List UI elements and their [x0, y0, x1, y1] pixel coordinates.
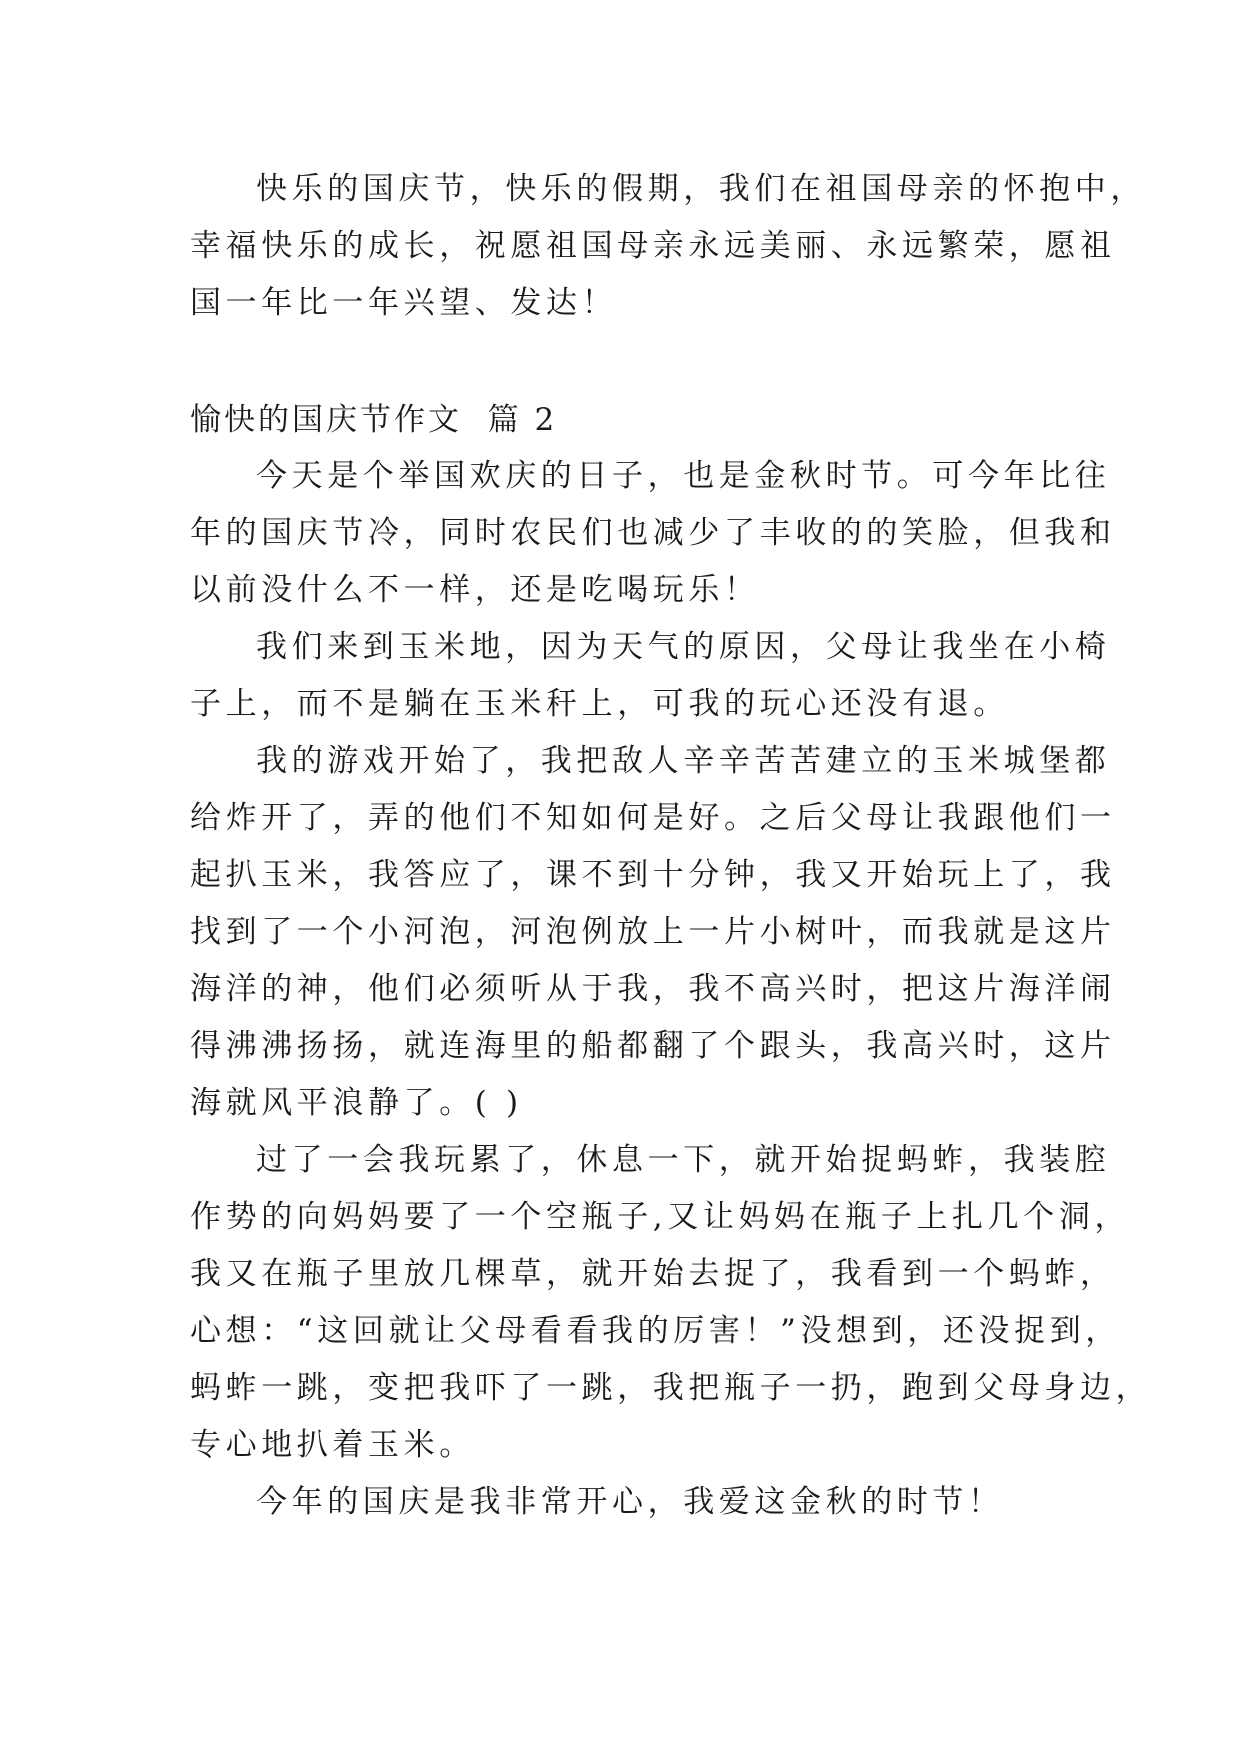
text-line: 幸福快乐的成长，祝愿祖国母亲永远美丽、永远繁荣，愿祖: [190, 228, 1116, 264]
text-line: 给炸开了，弄的他们不知如何是好。之后父母让我跟他们一: [190, 800, 1116, 836]
text-line: 找到了一个小河泡，河泡例放上一片小树叶，而我就是这片: [190, 914, 1116, 950]
text-line: 海洋的神，他们必须听从于我，我不高兴时，把这片海洋闹: [190, 971, 1116, 1007]
text-line: 我的游戏开始了，我把敌人辛辛苦苦建立的玉米城堡都: [256, 743, 1111, 779]
section-body: [190, 448, 1152, 1531]
text-line: 我又在瓶子里放几棵草，就开始去捉了，我看到一个蚂蚱，: [190, 1256, 1116, 1292]
text-line: 海就风平浪静了。( ): [190, 1085, 523, 1121]
section-title: [190, 392, 1052, 449]
text-line: 快乐的国庆节，快乐的假期，我们在祖国母亲的怀抱中，: [256, 171, 1146, 207]
text-line: 蚂蚱一跳，变把我吓了一跳，我把瓶子一扔，跑到父母身边，: [190, 1370, 1152, 1406]
text-line: 以前没什么不一样，还是吃喝玩乐！: [190, 572, 760, 608]
paragraph-intro: [190, 161, 1146, 332]
text-line: 作势的向妈妈要了一个空瓶子,又让妈妈在瓶子上扎几个洞，: [190, 1199, 1131, 1235]
text-line: 子上，而不是躺在玉米秆上，可我的玩心还没有退。: [190, 686, 1009, 722]
text-line: 今天是个举国欢庆的日子，也是金秋时节。可今年比往: [256, 458, 1111, 494]
text-line: 起扒玉米，我答应了，课不到十分钟，我又开始玩上了，我: [190, 857, 1116, 893]
text-line: 国一年比一年兴望、发达！: [190, 285, 618, 321]
text-line: 我们来到玉米地，因为天气的原因，父母让我坐在小椅: [256, 629, 1111, 665]
text-line: 过了一会我玩累了，休息一下，就开始捉蚂蚱，我装腔: [256, 1142, 1111, 1178]
text-line: 得沸沸扬扬，就连海里的船都翻了个跟头，我高兴时，这片: [190, 1028, 1116, 1064]
section-title-text: 愉快的国庆节作文 篇 2: [190, 402, 558, 438]
text-line: 心想：“这回就让父母看看我的厉害！”没想到，还没捉到，: [190, 1313, 1121, 1349]
text-line: 今年的国庆是我非常开心，我爱这金秋的时节！: [256, 1484, 1004, 1520]
text-line: 专心地扒着玉米。: [190, 1427, 475, 1463]
text-line: 年的国庆节冷，同时农民们也减少了丰收的的笑脸，但我和: [190, 515, 1116, 551]
